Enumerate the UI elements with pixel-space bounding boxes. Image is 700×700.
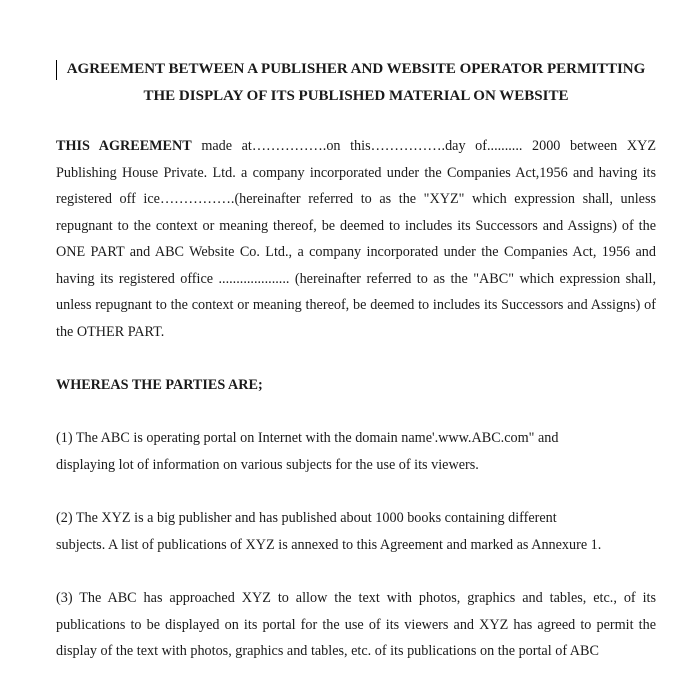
document-title bbox=[56, 56, 656, 110]
clause-2-line-2: subjects. A list of publications of XYZ is annexed to this Agreement and marked as Annexure 1. bbox=[56, 536, 602, 553]
clause-1 bbox=[56, 425, 656, 478]
clause-1-line-2: displaying lot of information on various subjects for the use of its viewers. bbox=[56, 456, 479, 473]
clause-2 bbox=[56, 505, 656, 558]
title-line-2: THE DISPLAY OF ITS PUBLISHED MATERIAL ON WEBSITE bbox=[143, 88, 569, 104]
whereas-heading: WHEREAS THE PARTIES ARE; bbox=[56, 377, 263, 393]
text-cursor bbox=[56, 60, 57, 80]
clause-1-line-1: (1) The ABC is operating portal on Internet with the domain name'.www.ABC.com" and bbox=[56, 430, 559, 446]
intro-lead: THIS AGREEMENT bbox=[56, 138, 192, 154]
intro-body: made at…………….on this…………….day of.......... 2000 between XYZ Publishing House Private. Ltd. a company incorporated under the Companies Act,1956 and having its registered off ice…………….(hereinafter referred to as the "XYZ" which expression shall, unless repugnant to the context or meaning thereof, be deemed to includes its Successors and Assigns) of the ONE PART and ABC Website Co. Ltd., a company incorporated under the Companies Act, 1956 and having its registered office .................... (hereinafter referred to as the "ABC" which expression shall, unless repugnant to the context or meaning thereof, be deemed to includes its Successors and Assigns) of the OTHER PART. bbox=[56, 138, 656, 340]
clause-2-line-1: (2) The XYZ is a big publisher and has published about 1000 books containing different bbox=[56, 510, 557, 526]
title-line-1: AGREEMENT BETWEEN A PUBLISHER AND WEBSITE OPERATOR PERMITTING bbox=[66, 61, 646, 77]
clause-3: (3) The ABC has approached XYZ to allow the text with photos, graphics and tables, etc., of its publications to be displayed on its portal for the use of its viewers and XYZ has agreed to permit the display of the text with photos, graphics and tables, etc. of its publications on the portal of ABC bbox=[56, 590, 656, 659]
intro-paragraph bbox=[56, 133, 656, 345]
